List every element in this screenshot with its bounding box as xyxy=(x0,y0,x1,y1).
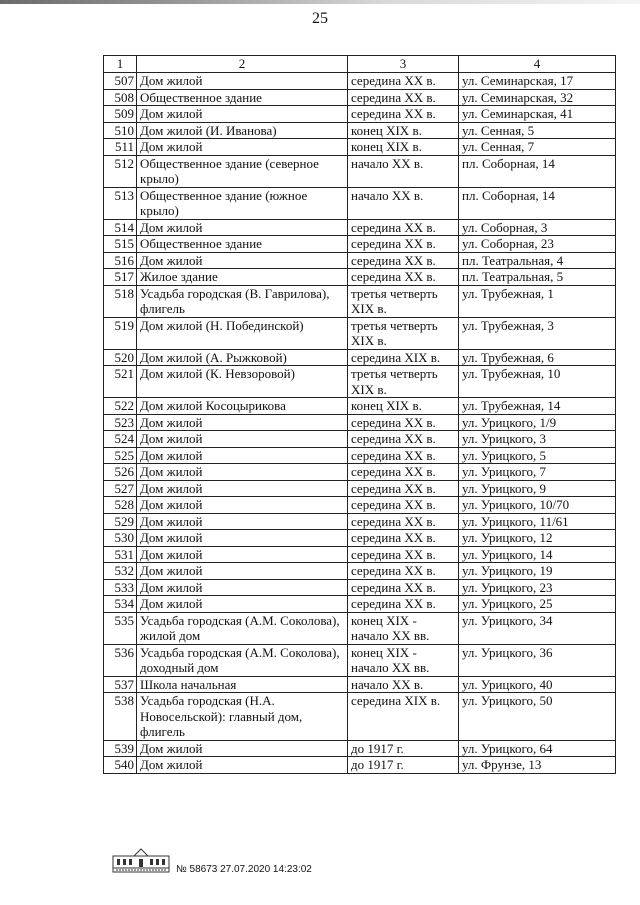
table-row xyxy=(104,676,616,693)
object-name: Дом жилой xyxy=(137,513,348,530)
object-name: Дом жилой (Н. Побединской) xyxy=(137,317,348,349)
object-name: Общественное здание (северное крыло) xyxy=(137,155,348,187)
row-number: 530 xyxy=(104,530,137,547)
object-address: пл. Соборная, 14 xyxy=(459,187,616,219)
object-address: ул. Соборная, 3 xyxy=(459,219,616,236)
object-name: Школа начальная xyxy=(137,676,348,693)
object-name: Дом жилой xyxy=(137,73,348,90)
object-name: Общественное здание xyxy=(137,236,348,253)
table-row xyxy=(104,155,616,187)
table-row xyxy=(104,579,616,596)
construction-period: конец XIX в. xyxy=(348,139,459,156)
building-stamp-icon xyxy=(112,848,170,874)
construction-period: середина XX в. xyxy=(348,447,459,464)
table-row xyxy=(104,740,616,757)
object-address: ул. Трубежная, 6 xyxy=(459,349,616,366)
construction-period: середина XX в. xyxy=(348,530,459,547)
object-name: Дом жилой (И. Иванова) xyxy=(137,122,348,139)
row-number: 529 xyxy=(104,513,137,530)
header-col-address: 4 xyxy=(459,56,616,73)
object-name: Дом жилой xyxy=(137,219,348,236)
table-row xyxy=(104,269,616,286)
construction-period: середина XIX в. xyxy=(348,349,459,366)
object-address: пл. Театральная, 4 xyxy=(459,252,616,269)
object-address: ул. Семинарская, 32 xyxy=(459,89,616,106)
object-address: ул. Урицкого, 3 xyxy=(459,431,616,448)
construction-period: середина XX в. xyxy=(348,596,459,613)
page-number: 25 xyxy=(312,10,328,27)
row-number: 525 xyxy=(104,447,137,464)
row-number: 508 xyxy=(104,89,137,106)
object-name: Жилое здание xyxy=(137,269,348,286)
table-row xyxy=(104,122,616,139)
object-name: Дом жилой xyxy=(137,740,348,757)
object-address: ул. Семинарская, 41 xyxy=(459,106,616,123)
row-number: 522 xyxy=(104,398,137,415)
table-row xyxy=(104,644,616,676)
construction-period: середина XX в. xyxy=(348,497,459,514)
object-name: Дом жилой xyxy=(137,252,348,269)
row-number: 531 xyxy=(104,546,137,563)
row-number: 527 xyxy=(104,480,137,497)
construction-period: середина XX в. xyxy=(348,252,459,269)
table-row xyxy=(104,187,616,219)
table-row xyxy=(104,73,616,90)
table-row xyxy=(104,106,616,123)
construction-period: середина XX в. xyxy=(348,431,459,448)
row-number: 520 xyxy=(104,349,137,366)
table-row xyxy=(104,513,616,530)
row-number: 518 xyxy=(104,285,137,317)
object-address: ул. Трубежная, 14 xyxy=(459,398,616,415)
object-address: ул. Урицкого, 5 xyxy=(459,447,616,464)
object-name: Усадьба городская (Н.А. Новосельской): главный дом, флигель xyxy=(137,693,348,741)
construction-period: начало XX в. xyxy=(348,187,459,219)
object-name: Дом жилой Косоцырикова xyxy=(137,398,348,415)
row-number: 515 xyxy=(104,236,137,253)
object-name: Дом жилой xyxy=(137,497,348,514)
object-name: Дом жилой xyxy=(137,447,348,464)
row-number: 521 xyxy=(104,366,137,398)
row-number: 512 xyxy=(104,155,137,187)
construction-period: конец XIX в. xyxy=(348,398,459,415)
object-name: Дом жилой xyxy=(137,563,348,580)
table-body xyxy=(104,73,616,774)
header-col-period: 3 xyxy=(348,56,459,73)
row-number: 516 xyxy=(104,252,137,269)
construction-period: третья четверть XIX в. xyxy=(348,317,459,349)
row-number: 510 xyxy=(104,122,137,139)
construction-period: начало XX в. xyxy=(348,676,459,693)
table-row xyxy=(104,349,616,366)
construction-period: середина XIX в. xyxy=(348,693,459,741)
row-number: 523 xyxy=(104,414,137,431)
table-header xyxy=(104,56,616,73)
row-number: 509 xyxy=(104,106,137,123)
table-row xyxy=(104,431,616,448)
header-col-number: 1 xyxy=(104,56,137,73)
row-number: 537 xyxy=(104,676,137,693)
object-address: пл. Соборная, 14 xyxy=(459,155,616,187)
table-row xyxy=(104,317,616,349)
object-name: Дом жилой xyxy=(137,757,348,774)
row-number: 540 xyxy=(104,757,137,774)
object-address: ул. Урицкого, 19 xyxy=(459,563,616,580)
table-row xyxy=(104,252,616,269)
registry-table xyxy=(103,55,616,774)
object-address: ул. Урицкого, 25 xyxy=(459,596,616,613)
table-row xyxy=(104,285,616,317)
table-row xyxy=(104,612,616,644)
row-number: 539 xyxy=(104,740,137,757)
object-address: ул. Урицкого, 7 xyxy=(459,464,616,481)
object-address: ул. Урицкого, 1/9 xyxy=(459,414,616,431)
table-row xyxy=(104,596,616,613)
row-number: 535 xyxy=(104,612,137,644)
row-number: 507 xyxy=(104,73,137,90)
construction-period: середина XX в. xyxy=(348,546,459,563)
construction-period: середина XX в. xyxy=(348,106,459,123)
table-row xyxy=(104,139,616,156)
table-row xyxy=(104,546,616,563)
construction-period: середина XX в. xyxy=(348,269,459,286)
object-address: ул. Урицкого, 34 xyxy=(459,612,616,644)
object-address: ул. Урицкого, 50 xyxy=(459,693,616,741)
object-address: ул. Урицкого, 14 xyxy=(459,546,616,563)
header-col-name: 2 xyxy=(137,56,348,73)
object-name: Дом жилой xyxy=(137,431,348,448)
object-address: ул. Фрунзе, 13 xyxy=(459,757,616,774)
object-name: Дом жилой (К. Невзоровой) xyxy=(137,366,348,398)
table-row xyxy=(104,219,616,236)
object-address: ул. Урицкого, 9 xyxy=(459,480,616,497)
object-name: Общественное здание xyxy=(137,89,348,106)
table-row xyxy=(104,464,616,481)
footer xyxy=(112,848,412,878)
object-address: ул. Трубежная, 3 xyxy=(459,317,616,349)
row-number: 514 xyxy=(104,219,137,236)
construction-period: середина XX в. xyxy=(348,236,459,253)
object-address: ул. Сенная, 7 xyxy=(459,139,616,156)
object-address: ул. Семинарская, 17 xyxy=(459,73,616,90)
row-number: 519 xyxy=(104,317,137,349)
row-number: 513 xyxy=(104,187,137,219)
registration-stamp-text: № 58673 27.07.2020 14:23:02 xyxy=(176,864,312,875)
object-name: Дом жилой xyxy=(137,464,348,481)
table-row xyxy=(104,236,616,253)
construction-period: середина XX в. xyxy=(348,414,459,431)
object-name: Дом жилой xyxy=(137,579,348,596)
construction-period: третья четверть XIX в. xyxy=(348,366,459,398)
construction-period: третья четверть XIX в. xyxy=(348,285,459,317)
construction-period: середина XX в. xyxy=(348,89,459,106)
object-name: Дом жилой xyxy=(137,414,348,431)
table-row xyxy=(104,414,616,431)
object-address: ул. Урицкого, 64 xyxy=(459,740,616,757)
object-address: ул. Урицкого, 11/61 xyxy=(459,513,616,530)
construction-period: середина XX в. xyxy=(348,579,459,596)
table-row xyxy=(104,89,616,106)
construction-period: до 1917 г. xyxy=(348,757,459,774)
object-name: Усадьба городская (А.М. Соколова), жилой дом xyxy=(137,612,348,644)
object-name: Дом жилой xyxy=(137,106,348,123)
object-address: ул. Урицкого, 12 xyxy=(459,530,616,547)
row-number: 526 xyxy=(104,464,137,481)
table-row xyxy=(104,530,616,547)
table-row xyxy=(104,480,616,497)
object-address: ул. Соборная, 23 xyxy=(459,236,616,253)
object-address: ул. Сенная, 5 xyxy=(459,122,616,139)
table-row xyxy=(104,563,616,580)
construction-period: конец XIX - начало XX вв. xyxy=(348,644,459,676)
table-row xyxy=(104,447,616,464)
object-address: ул. Урицкого, 40 xyxy=(459,676,616,693)
header-row xyxy=(104,56,616,73)
object-address: ул. Трубежная, 10 xyxy=(459,366,616,398)
row-number: 538 xyxy=(104,693,137,741)
row-number: 536 xyxy=(104,644,137,676)
object-name: Общественное здание (южное крыло) xyxy=(137,187,348,219)
object-address: ул. Урицкого, 10/70 xyxy=(459,497,616,514)
construction-period: до 1917 г. xyxy=(348,740,459,757)
construction-period: середина XX в. xyxy=(348,464,459,481)
construction-period: конец XIX - начало XX вв. xyxy=(348,612,459,644)
construction-period: начало XX в. xyxy=(348,155,459,187)
object-name: Дом жилой xyxy=(137,139,348,156)
object-name: Дом жилой xyxy=(137,596,348,613)
row-number: 511 xyxy=(104,139,137,156)
construction-period: середина XX в. xyxy=(348,480,459,497)
object-name: Дом жилой xyxy=(137,480,348,497)
construction-period: конец XIX в. xyxy=(348,122,459,139)
table-row xyxy=(104,757,616,774)
row-number: 524 xyxy=(104,431,137,448)
row-number: 528 xyxy=(104,497,137,514)
object-name: Усадьба городская (В. Гаврилова), флигель xyxy=(137,285,348,317)
object-name: Дом жилой xyxy=(137,546,348,563)
row-number: 532 xyxy=(104,563,137,580)
construction-period: середина XX в. xyxy=(348,219,459,236)
object-address: ул. Трубежная, 1 xyxy=(459,285,616,317)
row-number: 534 xyxy=(104,596,137,613)
object-address: пл. Театральная, 5 xyxy=(459,269,616,286)
object-name: Усадьба городская (А.М. Соколова), доходный дом xyxy=(137,644,348,676)
object-address: ул. Урицкого, 36 xyxy=(459,644,616,676)
scan-edge xyxy=(0,0,640,4)
object-name: Дом жилой xyxy=(137,530,348,547)
row-number: 533 xyxy=(104,579,137,596)
table-row xyxy=(104,497,616,514)
table-row xyxy=(104,366,616,398)
object-address: ул. Урицкого, 23 xyxy=(459,579,616,596)
construction-period: середина XX в. xyxy=(348,513,459,530)
construction-period: середина XX в. xyxy=(348,563,459,580)
table-row xyxy=(104,398,616,415)
table-row xyxy=(104,693,616,741)
construction-period: середина XX в. xyxy=(348,73,459,90)
object-name: Дом жилой (А. Рыжковой) xyxy=(137,349,348,366)
row-number: 517 xyxy=(104,269,137,286)
